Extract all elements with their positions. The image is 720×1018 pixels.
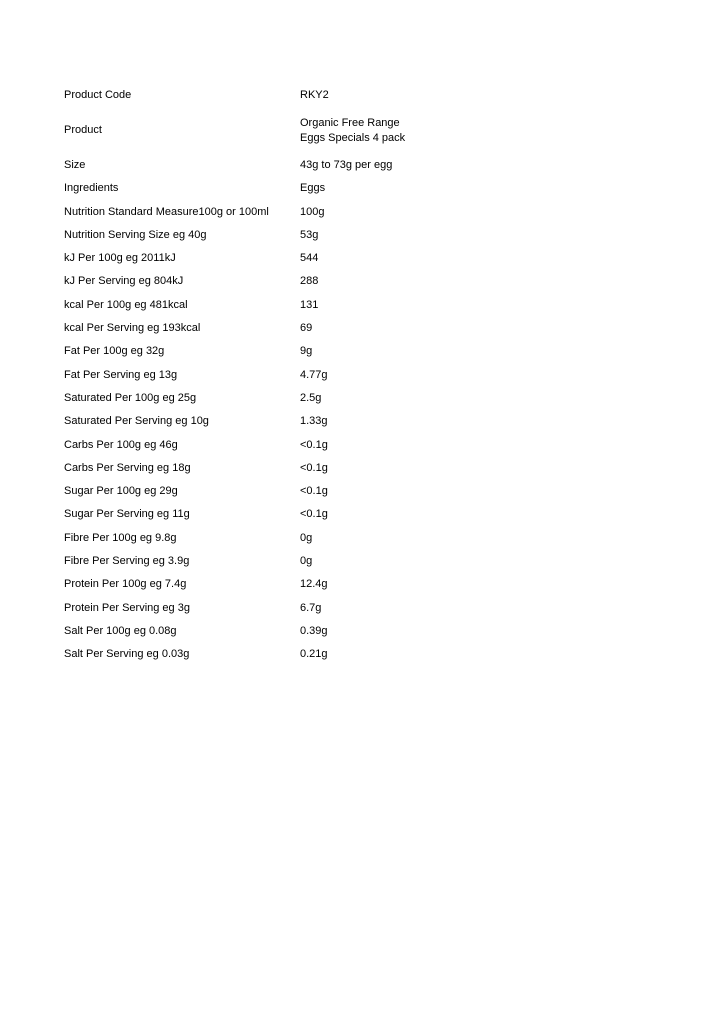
row-saturated-per-100g bbox=[64, 387, 484, 410]
row-standard-measure bbox=[64, 200, 484, 223]
row-label: kJ Per Serving eg 804kJ bbox=[64, 275, 184, 288]
row-value: 53g bbox=[300, 228, 319, 241]
row-value: 288 bbox=[300, 275, 319, 288]
row-label: Fibre Per 100g eg 9.8g bbox=[64, 531, 177, 544]
row-label: Sugar Per Serving eg 11g bbox=[64, 508, 190, 521]
row-value: 100g bbox=[300, 205, 325, 218]
row-product-code bbox=[64, 84, 484, 107]
row-value: <0.1g bbox=[300, 485, 328, 498]
row-value: 9g bbox=[300, 345, 313, 358]
row-fibre-per-100g bbox=[64, 527, 484, 550]
row-label: Fibre Per Serving eg 3.9g bbox=[64, 554, 190, 567]
row-label: Size bbox=[64, 158, 86, 171]
row-serving-size bbox=[64, 224, 484, 247]
row-kcal-per-serving bbox=[64, 317, 484, 340]
row-value: 544 bbox=[300, 252, 319, 265]
row-value: Eggs bbox=[300, 182, 326, 195]
row-value: 12.4g bbox=[300, 578, 328, 591]
row-fat-per-100g bbox=[64, 340, 484, 363]
row-value bbox=[300, 116, 484, 146]
row-label: kcal Per 100g eg 481kcal bbox=[64, 298, 188, 311]
row-protein-per-serving bbox=[64, 596, 484, 619]
row-label: Product bbox=[64, 124, 102, 137]
row-value: 2.5g bbox=[300, 391, 322, 404]
row-value-line: Eggs Specials 4 pack bbox=[300, 131, 406, 144]
row-protein-per-100g bbox=[64, 573, 484, 596]
row-value: <0.1g bbox=[300, 508, 328, 521]
row-saturated-per-serving bbox=[64, 410, 484, 433]
row-label: Carbs Per Serving eg 18g bbox=[64, 461, 191, 474]
row-value: 0.39g bbox=[300, 624, 328, 637]
row-label: Nutrition Serving Size eg 40g bbox=[64, 228, 207, 241]
row-kcal-per-100g bbox=[64, 294, 484, 317]
row-value: 43g to 73g per egg bbox=[300, 158, 393, 171]
row-value: <0.1g bbox=[300, 438, 328, 451]
row-product bbox=[64, 107, 484, 154]
row-label: Saturated Per Serving eg 10g bbox=[64, 415, 209, 428]
row-fibre-per-serving bbox=[64, 550, 484, 573]
row-value: 4.77g bbox=[300, 368, 328, 381]
row-kj-per-serving bbox=[64, 270, 484, 293]
row-value: <0.1g bbox=[300, 461, 328, 474]
row-label: Fat Per 100g eg 32g bbox=[64, 345, 165, 358]
row-value: 6.7g bbox=[300, 601, 322, 614]
row-size bbox=[64, 154, 484, 177]
row-salt-per-serving bbox=[64, 643, 484, 666]
row-label: Salt Per 100g eg 0.08g bbox=[64, 624, 177, 637]
row-value-line: Organic Free Range bbox=[300, 116, 400, 129]
row-value: 0g bbox=[300, 531, 313, 544]
row-kj-per-100g bbox=[64, 247, 484, 270]
row-sugar-per-serving bbox=[64, 503, 484, 526]
row-label: Salt Per Serving eg 0.03g bbox=[64, 648, 190, 661]
row-fat-per-serving bbox=[64, 363, 484, 386]
row-value: 0.21g bbox=[300, 648, 328, 661]
row-value: 131 bbox=[300, 298, 319, 311]
row-carbs-per-serving bbox=[64, 457, 484, 480]
row-label: Carbs Per 100g eg 46g bbox=[64, 438, 178, 451]
row-carbs-per-100g bbox=[64, 433, 484, 456]
row-label: kJ Per 100g eg 2011kJ bbox=[64, 252, 176, 265]
row-value: RKY2 bbox=[300, 89, 329, 102]
row-value: 1.33g bbox=[300, 415, 328, 428]
row-salt-per-100g bbox=[64, 620, 484, 643]
row-label: Sugar Per 100g eg 29g bbox=[64, 485, 178, 498]
row-label: Protein Per Serving eg 3g bbox=[64, 601, 190, 614]
row-sugar-per-100g bbox=[64, 480, 484, 503]
row-label: Ingredients bbox=[64, 182, 119, 195]
row-label: Protein Per 100g eg 7.4g bbox=[64, 578, 187, 591]
row-label: Product Code bbox=[64, 89, 132, 102]
row-value: 69 bbox=[300, 322, 313, 335]
row-ingredients bbox=[64, 177, 484, 200]
row-label: Nutrition Standard Measure100g or 100ml bbox=[64, 205, 269, 218]
row-label: Saturated Per 100g eg 25g bbox=[64, 391, 197, 404]
product-spec-sheet bbox=[64, 84, 484, 666]
row-value: 0g bbox=[300, 554, 313, 567]
row-label: Fat Per Serving eg 13g bbox=[64, 368, 178, 381]
row-label: kcal Per Serving eg 193kcal bbox=[64, 322, 201, 335]
